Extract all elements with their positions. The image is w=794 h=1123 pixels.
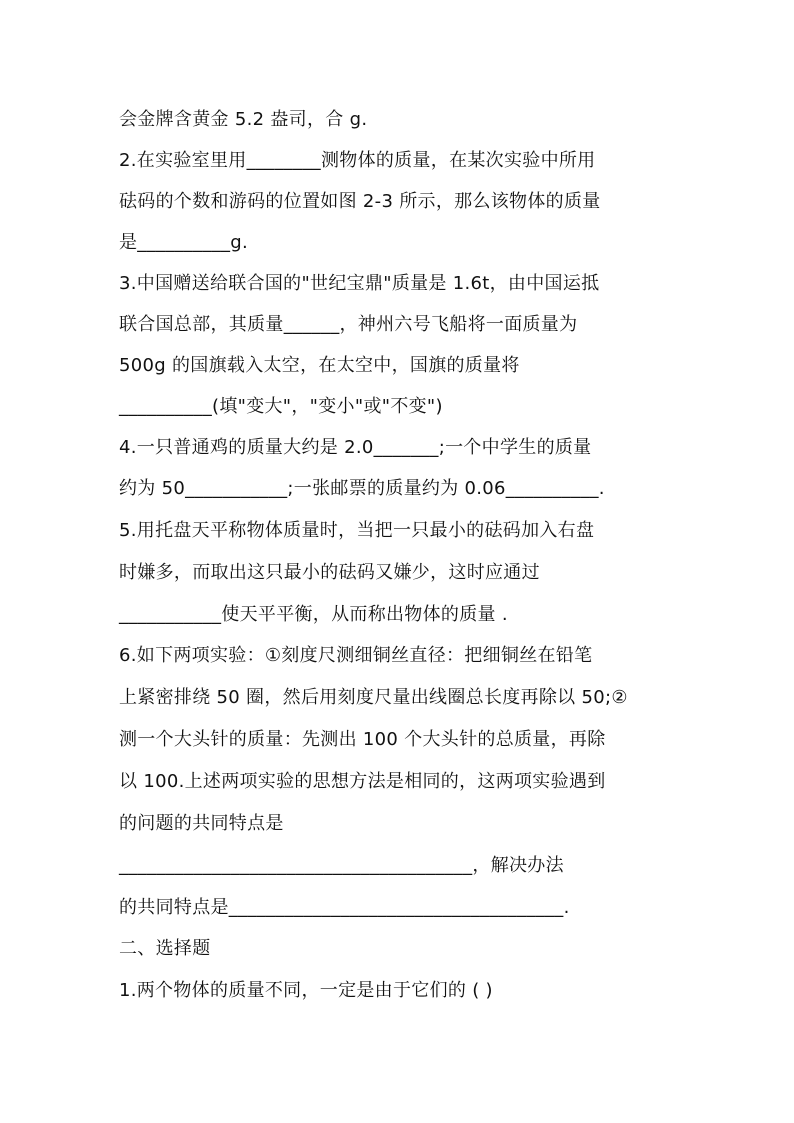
text-line: ______________________________________，解决办法 [119, 855, 564, 876]
section-heading: 二、选择题 [119, 938, 211, 959]
text-line: 2.在实验室里用________测物体的质量，在某次实验中所用 [119, 150, 596, 171]
text-line: 砝码的个数和游码的位置如图 2-3 所示，那么该物体的质量 [119, 191, 601, 212]
text-line: 的共同特点是____________________________________. [119, 897, 570, 918]
text-line: 6.如下两项实验：①刻度尺测细铜丝直径：把细铜丝在铅笔 [119, 645, 593, 666]
text-line: 5.用托盘天平称物体质量时，当把一只最小的砝码加入右盘 [119, 520, 595, 541]
text-line: 是__________g. [119, 232, 249, 253]
text-line: ___________使天平平衡，从而称出物体的质量 . [119, 604, 508, 625]
text-line: 的问题的共同特点是 [119, 813, 284, 834]
text-line: 时嫌多，而取出这只最小的砝码又嫌少，这时应通过 [119, 562, 540, 583]
text-line: 联合国总部，其质量______，神州六号飞船将一面质量为 [119, 314, 578, 335]
text-line: 1.两个物体的质量不同，一定是由于它们的 ( ) [119, 980, 493, 1001]
text-line: 约为 50___________;一张邮票的质量约为 0.06__________. [119, 478, 605, 499]
text-line: 4.一只普通鸡的质量大约是 2.0_______;一个中学生的质量 [119, 437, 592, 458]
text-line: 以 100.上述两项实验的思想方法是相同的，这两项实验遇到 [119, 771, 606, 792]
text-line: 500g 的国旗载入太空，在太空中，国旗的质量将 [119, 355, 520, 376]
text-line: 3.中国赠送给联合国的"世纪宝鼎"质量是 1.6t，由中国运抵 [119, 273, 600, 294]
text-line: 测一个大头针的质量：先测出 100 个大头针的总质量，再除 [119, 729, 606, 750]
text-line: 会金牌含黄金 5.2 盎司，合 g. [119, 109, 368, 130]
text-line: 上紧密排绕 50 圈，然后用刻度尺量出线圈总长度再除以 50;② [119, 687, 628, 708]
text-line: __________(填"变大"，"变小"或"不变") [119, 396, 443, 417]
